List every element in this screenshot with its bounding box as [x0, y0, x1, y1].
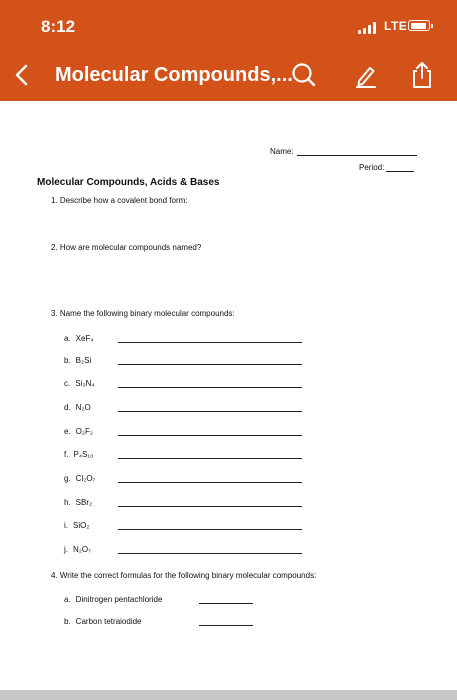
compound-item — [64, 450, 93, 459]
item-letter: b. — [64, 617, 71, 626]
network-label: LTE — [384, 19, 408, 33]
compound-formula: B₂Si — [75, 356, 92, 365]
compound-item — [64, 379, 95, 388]
share-button[interactable] — [407, 60, 437, 90]
back-button[interactable] — [10, 62, 36, 88]
item-letter: a. — [64, 334, 71, 343]
answer-line — [199, 603, 253, 604]
name-rule — [297, 155, 417, 156]
annotate-button[interactable] — [351, 60, 381, 90]
signal-strength-icon — [358, 22, 376, 34]
compound-name: Carbon tetraiodide — [75, 617, 142, 626]
document-page — [0, 101, 457, 690]
search-button[interactable] — [289, 60, 319, 90]
document-title: Molecular Compounds,... — [55, 64, 293, 86]
period-field — [359, 163, 414, 172]
compound-item — [64, 498, 92, 507]
compound-item — [64, 474, 95, 483]
search-icon — [289, 60, 319, 90]
compound-formula: O₂F₂ — [75, 427, 93, 436]
answer-line — [199, 625, 253, 626]
compound-formula: N₂O₇ — [73, 545, 91, 554]
answer-line — [118, 506, 302, 507]
question-3: 3. Name the following binary molecular compounds: — [51, 309, 235, 318]
compound-item — [64, 334, 94, 343]
item-letter: c. — [64, 379, 71, 388]
compound-name: Dinitrogen pentachloride — [75, 595, 163, 604]
item-letter: h. — [64, 498, 71, 507]
compound-item — [64, 521, 89, 530]
status-time: 8:12 — [41, 17, 76, 36]
item-letter: j. — [64, 545, 68, 554]
item-letter: a. — [64, 595, 71, 604]
answer-line — [118, 411, 302, 412]
item-letter: g. — [64, 474, 71, 483]
item-letter: e. — [64, 427, 71, 436]
bottom-bar — [0, 690, 457, 700]
name-label: Name: — [270, 147, 294, 156]
answer-line — [118, 364, 302, 365]
question-1: 1. Describe how a covalent bond form: — [51, 196, 188, 205]
compound-item — [64, 403, 91, 412]
name-field — [270, 147, 417, 156]
compound-item — [64, 427, 93, 436]
compound-formula: Si₃N₄ — [75, 379, 95, 388]
compound-formula: N₂O — [75, 403, 91, 412]
compound-formula: P₄S₁₀ — [73, 450, 94, 459]
question-2: 2. How are molecular compounds named? — [51, 243, 202, 252]
worksheet-heading: Molecular Compounds, Acids & Bases — [37, 177, 220, 188]
period-rule — [386, 171, 414, 172]
formula-item — [64, 617, 142, 626]
period-label: Period: — [359, 163, 385, 172]
answer-line — [118, 529, 302, 530]
compound-formula: Cl₂O₇ — [75, 474, 96, 483]
compound-item — [64, 356, 91, 365]
item-letter: d. — [64, 403, 71, 412]
answer-line — [118, 458, 302, 459]
battery-icon — [408, 20, 430, 31]
answer-line — [118, 435, 302, 436]
app-header — [0, 0, 457, 101]
answer-line — [118, 482, 302, 483]
chevron-left-icon — [10, 62, 36, 88]
item-letter: b. — [64, 356, 71, 365]
compound-formula: SBr₂ — [75, 498, 93, 507]
compound-item — [64, 545, 91, 554]
formula-item — [64, 595, 162, 604]
item-letter: f. — [64, 450, 69, 459]
item-letter: i. — [64, 521, 68, 530]
answer-line — [118, 342, 302, 343]
compound-formula: XeF₄ — [75, 334, 94, 343]
question-4: 4. Write the correct formulas for the following binary molecular compounds: — [51, 571, 317, 580]
answer-line — [118, 553, 302, 554]
pen-icon — [351, 60, 381, 90]
answer-line — [118, 387, 302, 388]
share-icon — [407, 60, 437, 90]
compound-formula: SiO₂ — [73, 521, 90, 530]
